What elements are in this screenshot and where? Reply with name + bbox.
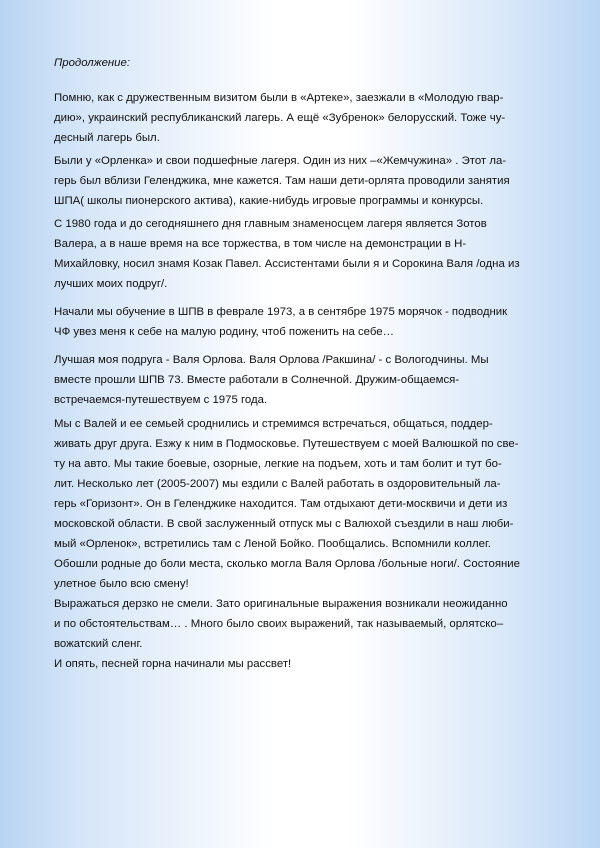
text-line: живать друг друга. Езжу к ним в Подмосковье. Путешествуем с моей Валюшкой по све- <box>54 438 519 450</box>
text-line: Начали мы обучение в ШПВ в феврале 1973, а в сентябре 1975 морячок - подводник <box>54 306 508 318</box>
text-line: ЧФ увез меня к себе на малую родину, чтоб поженить на себе… <box>54 326 395 338</box>
text-line: московской области. В свой заслуженный отпуск мы с Валюхой съездили в наш люби- <box>54 518 514 530</box>
text-line: встречаемся-путешествуем с 1975 года. <box>54 394 268 406</box>
text-line: Выражаться дерзко не смели. Зато оригинальные выражения возникали неожиданно <box>54 598 508 610</box>
text-line: Лучшая моя подруга - Валя Орлова. Валя Орлова /Ракшина/ - с Вологодчины. Мы <box>54 354 489 366</box>
text-line: вожатский сленг. <box>54 638 143 650</box>
text-line: лучших моих подруг/. <box>54 278 168 290</box>
text-line: Помню, как с дружественным визитом были в «Артеке», заезжали в «Молодую гвар- <box>54 92 504 104</box>
text-line: лит. Несколько лет (2005-2007) мы ездили с Валей работать в оздоровительный ла- <box>54 478 501 490</box>
paragraph-flag-bearer <box>54 214 554 294</box>
text-line: мый «Орленок», встретились там с Леной Бойко. Пообщались. Вспомнили коллег. <box>54 538 491 550</box>
text-line: десный лагерь был. <box>54 132 160 144</box>
text-line: вместе прошли ШПВ 73. Вместе работали в Солнечной. Дружим-общаемся- <box>54 374 460 386</box>
text-line: Мы с Валей и ее семьей сроднились и стремимся встречаться, общаться, поддер- <box>54 418 493 430</box>
text-line: дию», украинский республиканский лагерь. А ещё «Зубренок» белорусский. Тоже чу- <box>54 112 506 124</box>
paragraph-artek <box>54 88 554 148</box>
continuation-heading: Продолжение: <box>54 57 131 69</box>
text-line: Валера, а в наше время на все торжества, в том числе на демонстрации в Н- <box>54 238 467 250</box>
text-line: ШПА( школы пионерского актива), какие-нибудь игровые программы и конкурсы. <box>54 195 484 207</box>
text-line: герь «Горизонт». Он в Геленджике находится. Там отдыхают дети-москвичи и дети из <box>54 498 508 510</box>
text-line: Михайловку, носил знамя Козак Павел. Ассистентами были я и Сорокина Валя /одна из <box>54 258 520 270</box>
paragraph-family <box>54 414 554 674</box>
text-line: ту на авто. Мы такие боевые, озорные, легкие на подъем, хоть и там болит и тут бо- <box>54 458 502 470</box>
text-line: Обошли родные до боли места, сколько могла Валя Орлова /больные ноги/. Состояние <box>54 558 520 570</box>
text-line: С 1980 года и до сегодняшнего дня главным знаменосцем лагеря является Зотов <box>54 218 487 230</box>
text-line: И опять, песней горна начинали мы рассвет! <box>54 658 292 670</box>
text-line: Были у «Орленка» и свои подшефные лагеря. Один из них –«Жемчужина» . Этот ла- <box>54 155 507 167</box>
paragraph-best-friend <box>54 350 554 410</box>
paragraph-training <box>54 302 554 342</box>
text-line: улетное было всю смену! <box>54 578 189 590</box>
text-line: и по обстоятельствам… . Много было своих выражений, так называемый, орлятско– <box>54 618 504 630</box>
text-line: герь был вблизи Геленджика, мне кажется. Там наши дети-орлята проводили занятия <box>54 175 510 187</box>
paragraph-orlenok <box>54 151 554 211</box>
